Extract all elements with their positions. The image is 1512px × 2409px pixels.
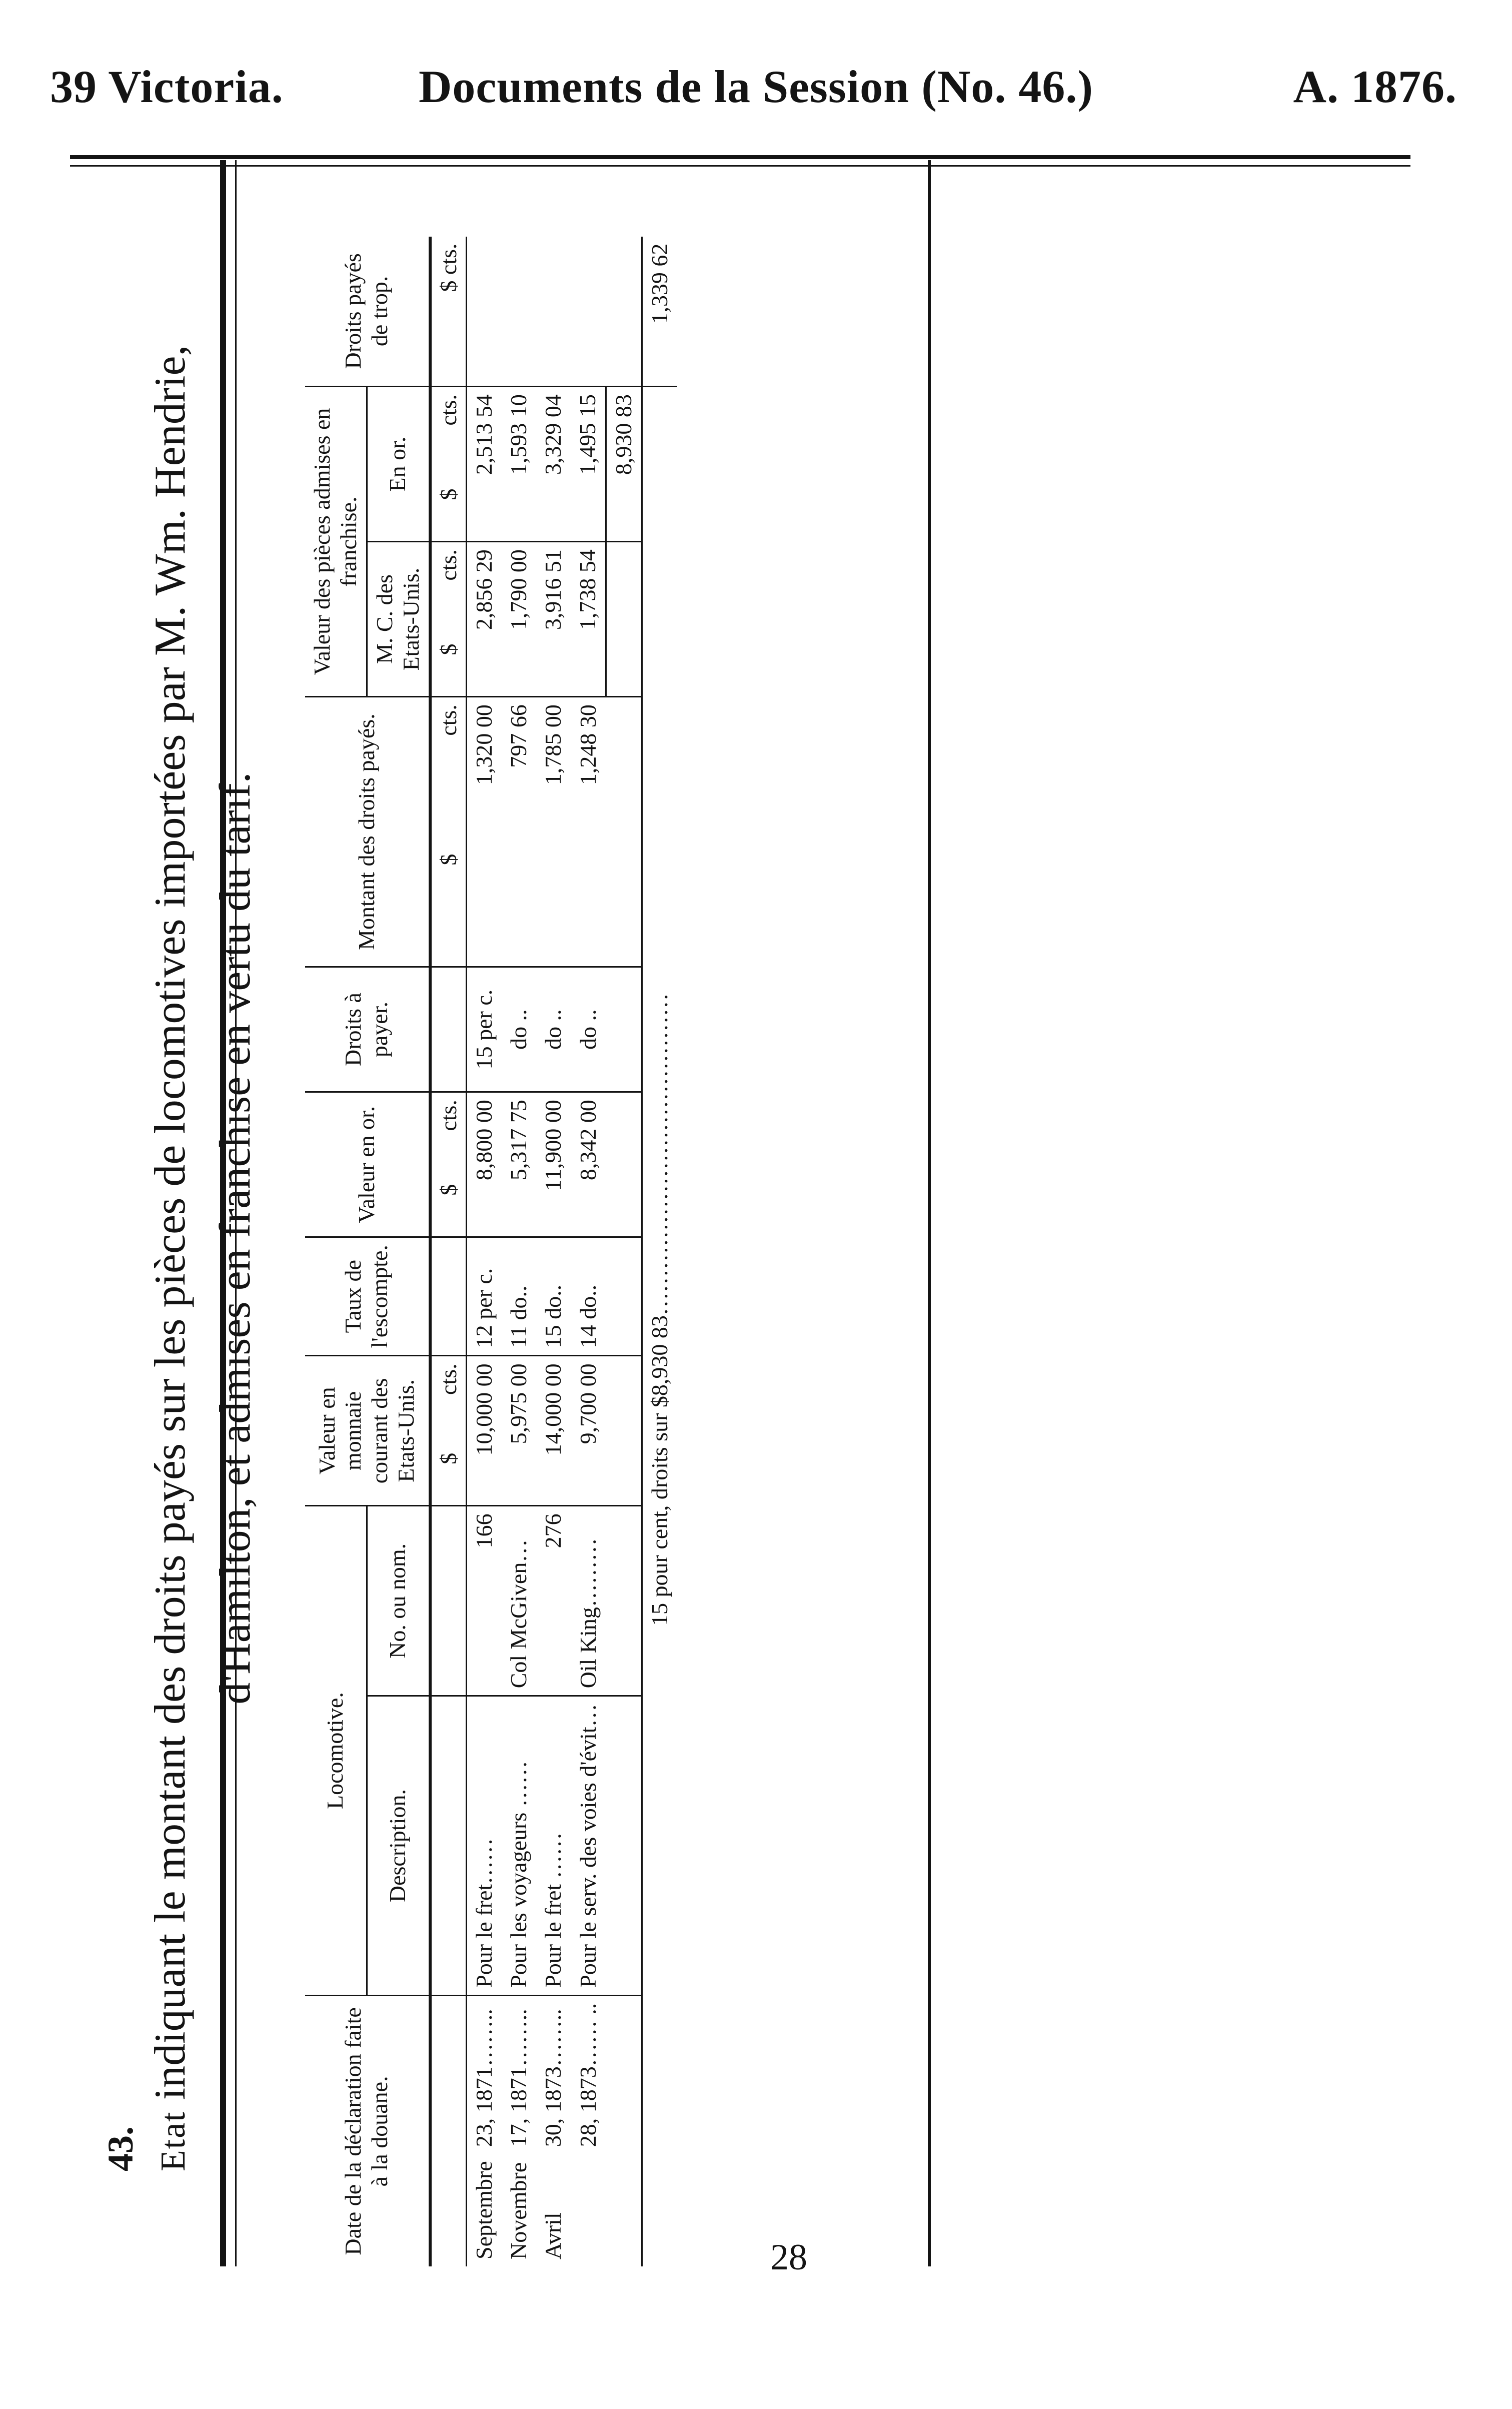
row-en-or: 1,495 15 (571, 387, 606, 542)
title-text-1: indiquant le montant des droits payés sur les pièces de locomotives importées par M. Wm. Hendrie, (146, 345, 195, 2100)
unit-dollar: $ (430, 847, 467, 967)
row-month (571, 2154, 606, 2266)
row-montant: 1,785 00 (536, 697, 571, 967)
table-row (536, 237, 571, 2266)
unit-dollar-cents (430, 237, 467, 387)
row-taux: 15 do.. (536, 1237, 571, 1356)
col-header-mc-us: M. C. des Etats-Unis. (367, 542, 430, 697)
row-month: Novembre (506, 2162, 532, 2259)
row-valeur-or: 5,317 75 (502, 1092, 536, 1237)
row-no-nom: 276 (536, 1506, 571, 1696)
row-date: 17, 1871…….. (506, 2009, 532, 2147)
unit-dollar: $ (430, 1446, 467, 1506)
row-droits: do .. (536, 967, 571, 1092)
unit-dollar: $ (430, 1177, 467, 1237)
row-valeur-or: 11,900 00 (536, 1092, 571, 1237)
rotated-statement (70, 175, 950, 2301)
row-droits: do .. (502, 967, 536, 1092)
row-month: Septembre (471, 2161, 497, 2259)
row-mc-us: 3,916 51 (536, 542, 571, 697)
col-header-date: Date de la déclaration faite à la douane. (305, 1995, 430, 2266)
row-date: 28, 1873…… .. (575, 2003, 601, 2147)
header-document-title: Documents de la Session (No. 46.) (418, 61, 1094, 112)
statement-table-wrapper (305, 175, 677, 2266)
footer-trop: 1,339 62 (642, 237, 677, 387)
col-header-valeur-or: Valeur en or. (305, 1092, 430, 1237)
header-rule (70, 155, 1410, 159)
col-header-en-or: En or. (367, 387, 430, 542)
title-line-1 (145, 345, 196, 2171)
col-header-montant: Montant des droits payés. (305, 697, 430, 967)
row-mc-us: 1,738 54 (571, 542, 606, 697)
col-header-description: Description. (367, 1696, 430, 1995)
row-montant: 797 66 (502, 697, 536, 967)
table-row (467, 237, 502, 2266)
row-description: Pour les voyageurs …… (502, 1696, 536, 1995)
row-valeur-us: 10,000 00 (467, 1356, 502, 1506)
header-session-year: 39 Victoria. (50, 61, 284, 112)
statement-title (70, 175, 290, 2301)
row-no-nom: 166 (467, 1506, 502, 1696)
footer-row (642, 237, 677, 2266)
row-valeur-or: 8,342 00 (571, 1092, 606, 1237)
unit-cents: cts. (435, 394, 461, 426)
header-year: A. 1876. (1293, 61, 1457, 112)
table-row (502, 237, 536, 2266)
row-taux: 14 do.. (571, 1237, 606, 1356)
row-en-or: 3,329 04 (536, 387, 571, 542)
statement-table (305, 237, 677, 2266)
row-droits: 15 per c. (467, 967, 502, 1092)
header-rule-thin (70, 165, 1410, 167)
row-valeur-us: 9,700 00 (571, 1356, 606, 1506)
row-valeur-us: 5,975 00 (502, 1356, 536, 1506)
total-row (606, 237, 642, 2266)
row-description: Pour le fret…… (467, 1696, 502, 1995)
row-valeur-or: 8,800 00 (467, 1092, 502, 1237)
row-date: 23, 1871…….. (471, 2009, 497, 2147)
unit-dollar: $ (430, 637, 467, 697)
unit-dollar: $ (430, 482, 467, 542)
row-taux: 11 do.. (502, 1237, 536, 1356)
col-header-no-nom: No. ou nom. (367, 1506, 430, 1696)
row-mc-us: 2,856 29 (467, 542, 502, 697)
col-header-taux: Taux de l'escompte. (305, 1237, 430, 1356)
row-description: Pour le fret …… (536, 1696, 571, 1995)
row-taux: 12 per c. (467, 1237, 502, 1356)
row-no-nom: Col McGiven… (502, 1506, 536, 1696)
row-en-or: 1,593 10 (502, 387, 536, 542)
row-description: Pour le serv. des voies d'évit… (571, 1696, 606, 1995)
unit-dollar: $ (435, 280, 461, 292)
title-prefix: Etat (154, 2111, 193, 2171)
col-header-trop: Droits payés de trop. (305, 237, 430, 387)
row-valeur-us: 14,000 00 (536, 1356, 571, 1506)
col-header-valeur-us: Valeur en monnaie courant des Etats-Unis. (305, 1356, 430, 1506)
unit-cents: cts. (435, 549, 461, 581)
col-header-locomotive: Locomotive. (305, 1506, 367, 1995)
footer-label: 15 pour cent, droits sur $8,930 83…………………………………… (646, 993, 672, 1626)
unit-cents: cts. (435, 1363, 461, 1395)
statement-number: 43. (101, 2126, 141, 2171)
row-montant: 1,248 30 (571, 697, 606, 967)
row-mc-us: 1,790 00 (502, 542, 536, 697)
row-droits: do .. (571, 967, 606, 1092)
total-en-or: 8,930 83 (606, 387, 642, 542)
row-date: 30, 1873…….. (540, 2009, 566, 2147)
unit-cents: cts. (435, 704, 461, 736)
col-header-valeur-pieces: Valeur des pièces admises en franchise. (305, 387, 367, 697)
unit-cents: cts. (435, 1100, 461, 1131)
title-line-2: d'Hamilton, et admises en franchise en vertu du tarif. (211, 772, 260, 1705)
table-row (571, 237, 606, 2266)
row-no-nom: Oil King……… (571, 1506, 606, 1696)
row-month: Avril (540, 2212, 566, 2259)
col-header-droits-payer: Droits à payer. (305, 967, 430, 1092)
page-number: 28 (770, 2237, 807, 2278)
units-row (430, 237, 467, 2266)
row-en-or: 2,513 54 (467, 387, 502, 542)
row-montant: 1,320 00 (467, 697, 502, 967)
unit-cents: cts. (435, 243, 461, 275)
